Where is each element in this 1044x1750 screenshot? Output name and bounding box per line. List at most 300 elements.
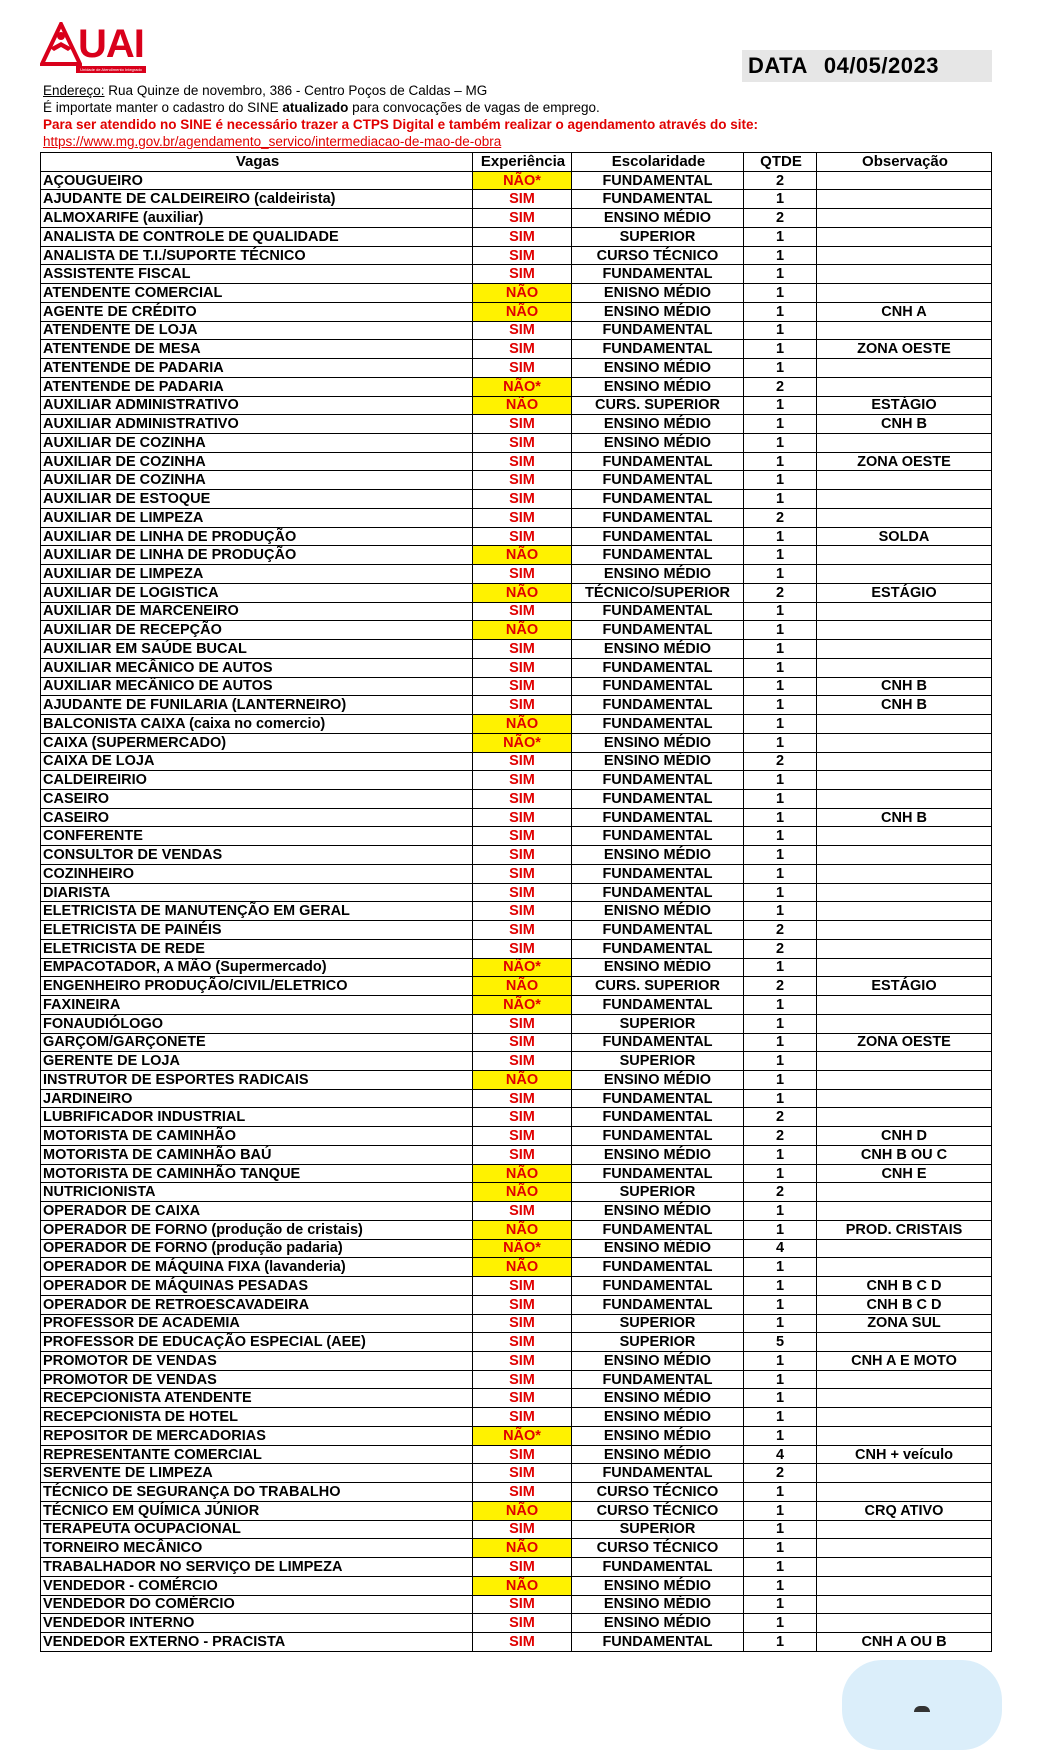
cell-qtde: 1 <box>744 658 817 677</box>
table-row <box>41 1370 992 1389</box>
cell-experiencia: NÃO <box>473 977 572 996</box>
cell-qtde: 2 <box>744 1183 817 1202</box>
cell-escolaridade: FUNDAMENTAL <box>572 827 744 846</box>
agendamento-link[interactable]: https://www.mg.gov.br/agendamento_servico/intermediacao-de-mao-de-obra <box>43 134 502 149</box>
cell-experiencia: NÃO* <box>473 996 572 1015</box>
cell-vaga: ANALISTA DE T.I./SUPORTE TÉCNICO <box>41 246 473 265</box>
cell-qtde: 1 <box>744 827 817 846</box>
cell-experiencia: SIM <box>473 190 572 209</box>
cell-experiencia: SIM <box>473 1595 572 1614</box>
cell-escolaridade: FUNDAMENTAL <box>572 1277 744 1296</box>
cell-observacao <box>817 565 992 584</box>
cell-qtde: 1 <box>744 396 817 415</box>
cell-observacao <box>817 1595 992 1614</box>
cell-experiencia: SIM <box>473 471 572 490</box>
cell-experiencia: SIM <box>473 939 572 958</box>
cell-escolaridade: FUNDAMENTAL <box>572 771 744 790</box>
cell-observacao <box>817 621 992 640</box>
cell-vaga: AJUDANTE DE FUNILARIA (LANTERNEIRO) <box>41 696 473 715</box>
cell-experiencia: NÃO <box>473 1220 572 1239</box>
cell-experiencia: NÃO* <box>473 1426 572 1445</box>
cell-qtde: 1 <box>744 864 817 883</box>
cell-qtde: 1 <box>744 1314 817 1333</box>
cell-observacao: CNH B <box>817 808 992 827</box>
cell-experiencia: SIM <box>473 696 572 715</box>
cell-vaga: REPRESENTANTE COMERCIAL <box>41 1445 473 1464</box>
cell-qtde: 1 <box>744 490 817 509</box>
cell-vaga: AUXILIAR DE COZINHA <box>41 471 473 490</box>
table-row <box>41 546 992 565</box>
cell-escolaridade: FUNDAMENTAL <box>572 452 744 471</box>
cell-experiencia: SIM <box>473 1389 572 1408</box>
cell-vaga: OPERADOR DE MÁQUINA FIXA (lavanderia) <box>41 1258 473 1277</box>
cell-qtde: 1 <box>744 1483 817 1502</box>
cell-escolaridade: ENSINO MÉDIO <box>572 752 744 771</box>
cell-observacao <box>817 958 992 977</box>
cell-escolaridade: FUNDAMENTAL <box>572 621 744 640</box>
cell-vaga: AUXILIAR MECÂNICO DE AUTOS <box>41 677 473 696</box>
table-row <box>41 171 992 190</box>
cell-qtde: 1 <box>744 602 817 621</box>
table-row <box>41 1352 992 1371</box>
cell-escolaridade: ENSINO MÉDIO <box>572 1145 744 1164</box>
cell-vaga: AJUDANTE DE CALDEIREIRO (caldeirista) <box>41 190 473 209</box>
cell-observacao <box>817 1464 992 1483</box>
table-row <box>41 696 992 715</box>
cell-vaga: CAIXA (SUPERMERCADO) <box>41 733 473 752</box>
logo-text: UAI <box>78 22 144 66</box>
cell-observacao: CNH B OU C <box>817 1145 992 1164</box>
cell-qtde: 1 <box>744 1370 817 1389</box>
cell-experiencia: SIM <box>473 1314 572 1333</box>
table-row <box>41 1408 992 1427</box>
cell-observacao <box>817 1258 992 1277</box>
cell-vaga: BALCONISTA CAIXA (caixa no comercio) <box>41 715 473 734</box>
cell-escolaridade: SUPERIOR <box>572 1333 744 1352</box>
cell-observacao: CNH B <box>817 415 992 434</box>
cell-vaga: PROMOTOR DE VENDAS <box>41 1370 473 1389</box>
address-label: Endereço: <box>43 83 105 98</box>
cell-experiencia: NÃO <box>473 1539 572 1558</box>
cell-vaga: ELETRICISTA DE REDE <box>41 939 473 958</box>
cell-vaga: AUXILIAR MECÂNICO DE AUTOS <box>41 658 473 677</box>
cell-experiencia: NÃO* <box>473 958 572 977</box>
cell-observacao: ESTÁGIO <box>817 977 992 996</box>
cell-experiencia: SIM <box>473 1633 572 1652</box>
cell-experiencia: SIM <box>473 864 572 883</box>
cell-vaga: FAXINEIRA <box>41 996 473 1015</box>
cell-observacao <box>817 190 992 209</box>
col-header-escolaridade: Escolaridade <box>572 153 744 172</box>
cell-vaga: RECEPCIONISTA DE HOTEL <box>41 1408 473 1427</box>
cell-qtde: 1 <box>744 789 817 808</box>
cell-qtde: 1 <box>744 1070 817 1089</box>
table-row <box>41 1501 992 1520</box>
cell-observacao <box>817 846 992 865</box>
notice-post: para convocações de vagas de emprego. <box>348 100 600 115</box>
table-row <box>41 715 992 734</box>
cell-observacao: ZONA OESTE <box>817 340 992 359</box>
table-row <box>41 733 992 752</box>
cell-qtde: 1 <box>744 733 817 752</box>
cell-qtde: 1 <box>744 771 817 790</box>
cell-vaga: AUXILIAR DE RECEPÇÃO <box>41 621 473 640</box>
table-row <box>41 1089 992 1108</box>
cell-escolaridade: FUNDAMENTAL <box>572 527 744 546</box>
cell-escolaridade: ENSINO MÉDIO <box>572 846 744 865</box>
cell-qtde: 2 <box>744 377 817 396</box>
table-row <box>41 415 992 434</box>
cell-observacao <box>817 883 992 902</box>
cell-observacao <box>817 1183 992 1202</box>
cell-experiencia: SIM <box>473 1295 572 1314</box>
cell-qtde: 1 <box>744 1202 817 1221</box>
cell-qtde: 1 <box>744 996 817 1015</box>
table-row <box>41 921 992 940</box>
table-row <box>41 583 992 602</box>
cell-escolaridade: FUNDAMENTAL <box>572 939 744 958</box>
table-row <box>41 883 992 902</box>
cell-experiencia: NÃO <box>473 302 572 321</box>
cell-observacao <box>817 771 992 790</box>
cell-escolaridade: FUNDAMENTAL <box>572 677 744 696</box>
table-row <box>41 1558 992 1577</box>
table-row <box>41 471 992 490</box>
table-row <box>41 1239 992 1258</box>
cell-experiencia: SIM <box>473 640 572 659</box>
cell-observacao: CRQ ATIVO <box>817 1501 992 1520</box>
cell-escolaridade: FUNDAMENTAL <box>572 883 744 902</box>
cell-escolaridade: ENSINO MÉDIO <box>572 1070 744 1089</box>
cell-experiencia: SIM <box>473 490 572 509</box>
table-row <box>41 1202 992 1221</box>
cell-experiencia: NÃO <box>473 1183 572 1202</box>
cell-observacao <box>817 1408 992 1427</box>
cell-escolaridade: ENSINO MÉDIO <box>572 209 744 228</box>
cell-observacao <box>817 1483 992 1502</box>
cell-vaga: OPERADOR DE MÁQUINAS PESADAS <box>41 1277 473 1296</box>
cell-escolaridade: ENSINO MÉDIO <box>572 1426 744 1445</box>
cell-qtde: 2 <box>744 921 817 940</box>
cell-escolaridade: FUNDAMENTAL <box>572 864 744 883</box>
cell-escolaridade: ENSINO MÉDIO <box>572 1614 744 1633</box>
uai-logo <box>40 22 145 78</box>
cell-experiencia: SIM <box>473 827 572 846</box>
table-row <box>41 1614 992 1633</box>
cell-qtde: 1 <box>744 246 817 265</box>
cell-qtde: 1 <box>744 958 817 977</box>
col-header-qtde: QTDE <box>744 153 817 172</box>
cell-qtde: 1 <box>744 808 817 827</box>
cell-qtde: 4 <box>744 1239 817 1258</box>
cell-experiencia: SIM <box>473 1014 572 1033</box>
cell-qtde: 1 <box>744 265 817 284</box>
cell-observacao <box>817 939 992 958</box>
cell-vaga: TÉCNICO EM QUÍMICA JÚNIOR <box>41 1501 473 1520</box>
cell-experiencia: SIM <box>473 1202 572 1221</box>
cell-experiencia: SIM <box>473 508 572 527</box>
vacancies-table <box>40 152 992 1652</box>
cell-qtde: 2 <box>744 1127 817 1146</box>
cell-experiencia: SIM <box>473 527 572 546</box>
cell-vaga: OPERADOR DE CAIXA <box>41 1202 473 1221</box>
cell-observacao <box>817 752 992 771</box>
cell-escolaridade: ENSINO MÉDIO <box>572 1576 744 1595</box>
cell-observacao <box>817 1539 992 1558</box>
cell-observacao <box>817 284 992 303</box>
cell-escolaridade: SUPERIOR <box>572 1314 744 1333</box>
cell-vaga: AUXILIAR DE LINHA DE PRODUÇÃO <box>41 546 473 565</box>
cell-qtde: 1 <box>744 621 817 640</box>
cell-vaga: LUBRIFICADOR INDUSTRIAL <box>41 1108 473 1127</box>
col-header-experiencia: Experiência <box>473 153 572 172</box>
cell-escolaridade: FUNDAMENTAL <box>572 1089 744 1108</box>
cell-escolaridade: CURSO TÉCNICO <box>572 246 744 265</box>
cell-qtde: 1 <box>744 452 817 471</box>
cell-qtde: 1 <box>744 227 817 246</box>
cell-vaga: TERAPEUTA OCUPACIONAL <box>41 1520 473 1539</box>
cell-qtde: 1 <box>744 565 817 584</box>
cell-qtde: 1 <box>744 1539 817 1558</box>
cell-escolaridade: FUNDAMENTAL <box>572 490 744 509</box>
cell-vaga: CONSULTOR DE VENDAS <box>41 846 473 865</box>
cell-vaga: INSTRUTOR DE ESPORTES RADICAIS <box>41 1070 473 1089</box>
cell-vaga: AUXILIAR ADMINISTRATIVO <box>41 396 473 415</box>
table-row <box>41 1014 992 1033</box>
cell-vaga: AUXILIAR EM SAÚDE BUCAL <box>41 640 473 659</box>
cell-vaga: VENDEDOR - COMÉRCIO <box>41 1576 473 1595</box>
cell-escolaridade: SUPERIOR <box>572 1183 744 1202</box>
cell-qtde: 1 <box>744 715 817 734</box>
cell-vaga: CASEIRO <box>41 808 473 827</box>
cell-experiencia: SIM <box>473 1558 572 1577</box>
cell-escolaridade: ENSINO MÉDIO <box>572 377 744 396</box>
cell-observacao: PROD. CRISTAIS <box>817 1220 992 1239</box>
table-row <box>41 939 992 958</box>
cell-escolaridade: FUNDAMENTAL <box>572 1220 744 1239</box>
fab-icon <box>914 1706 930 1712</box>
table-row <box>41 996 992 1015</box>
table-row <box>41 621 992 640</box>
cell-observacao: CNH + veículo <box>817 1445 992 1464</box>
ctps-notice: Para ser atendido no SINE é necessário trazer a CTPS Digital e também realizar o agendamento através do site: <box>43 117 758 132</box>
cell-escolaridade: ENSINO MÉDIO <box>572 434 744 453</box>
cell-escolaridade: FUNDAMENTAL <box>572 789 744 808</box>
cell-observacao <box>817 434 992 453</box>
cell-escolaridade: FUNDAMENTAL <box>572 1033 744 1052</box>
table-row <box>41 640 992 659</box>
cell-experiencia: SIM <box>473 1089 572 1108</box>
cell-escolaridade: CURS. SUPERIOR <box>572 977 744 996</box>
cell-experiencia: NÃO* <box>473 1239 572 1258</box>
cell-escolaridade: FUNDAMENTAL <box>572 996 744 1015</box>
cell-observacao <box>817 321 992 340</box>
cell-qtde: 1 <box>744 1558 817 1577</box>
cell-observacao <box>817 1202 992 1221</box>
cell-qtde: 5 <box>744 1333 817 1352</box>
cell-qtde: 1 <box>744 902 817 921</box>
cell-qtde: 2 <box>744 939 817 958</box>
table-row <box>41 490 992 509</box>
cell-observacao: ZONA OESTE <box>817 452 992 471</box>
cell-escolaridade: ENSINO MÉDIO <box>572 1239 744 1258</box>
cell-vaga: GERENTE DE LOJA <box>41 1052 473 1071</box>
cell-vaga: AÇOUGUEIRO <box>41 171 473 190</box>
cell-vaga: EMPACOTADOR, A MÃO (Supermercado) <box>41 958 473 977</box>
cell-escolaridade: ENSINO MÉDIO <box>572 733 744 752</box>
table-row <box>41 1595 992 1614</box>
cell-qtde: 1 <box>744 471 817 490</box>
cell-experiencia: NÃO <box>473 1501 572 1520</box>
cell-qtde: 1 <box>744 1258 817 1277</box>
cell-vaga: VENDEDOR DO COMÉRCIO <box>41 1595 473 1614</box>
cell-escolaridade: ENSINO MÉDIO <box>572 415 744 434</box>
cell-experiencia: SIM <box>473 359 572 378</box>
cell-escolaridade: CURSO TÉCNICO <box>572 1539 744 1558</box>
table-row <box>41 265 992 284</box>
cell-vaga: ALMOXARIFE (auxiliar) <box>41 209 473 228</box>
cell-experiencia: SIM <box>473 1145 572 1164</box>
cell-escolaridade: ENSINO MÉDIO <box>572 1445 744 1464</box>
cell-vaga: PROFESSOR DE ACADEMIA <box>41 1314 473 1333</box>
cell-vaga: PROFESSOR DE EDUCAÇÃO ESPECIAL (AEE) <box>41 1333 473 1352</box>
cell-escolaridade: FUNDAMENTAL <box>572 1633 744 1652</box>
table-row <box>41 752 992 771</box>
cell-experiencia: NÃO <box>473 1576 572 1595</box>
table-row <box>41 1520 992 1539</box>
cell-vaga: REPOSITOR DE MERCADORIAS <box>41 1426 473 1445</box>
cell-experiencia: SIM <box>473 265 572 284</box>
cell-vaga: DIARISTA <box>41 883 473 902</box>
cell-experiencia: SIM <box>473 1464 572 1483</box>
cell-qtde: 1 <box>744 883 817 902</box>
cell-qtde: 1 <box>744 846 817 865</box>
table-row <box>41 1258 992 1277</box>
cell-observacao <box>817 1333 992 1352</box>
cell-escolaridade: FUNDAMENTAL <box>572 808 744 827</box>
cell-vaga: VENDEDOR INTERNO <box>41 1614 473 1633</box>
cell-observacao: CNH E <box>817 1164 992 1183</box>
cell-experiencia: SIM <box>473 677 572 696</box>
cell-vaga: CONFERENTE <box>41 827 473 846</box>
table-row <box>41 359 992 378</box>
cell-experiencia: SIM <box>473 1127 572 1146</box>
table-row <box>41 1108 992 1127</box>
cell-escolaridade: FUNDAMENTAL <box>572 715 744 734</box>
cell-escolaridade: FUNDAMENTAL <box>572 321 744 340</box>
cell-observacao <box>817 490 992 509</box>
table-row <box>41 1052 992 1071</box>
cell-experiencia: SIM <box>473 415 572 434</box>
cell-qtde: 1 <box>744 1501 817 1520</box>
cell-observacao: CNH D <box>817 1127 992 1146</box>
cell-qtde: 1 <box>744 1089 817 1108</box>
cell-experiencia: SIM <box>473 1408 572 1427</box>
cell-observacao <box>817 1239 992 1258</box>
cell-vaga: VENDEDOR EXTERNO - PRACISTA <box>41 1633 473 1652</box>
cell-qtde: 1 <box>744 1145 817 1164</box>
cell-qtde: 1 <box>744 321 817 340</box>
date-label: DATA <box>748 53 808 78</box>
cell-observacao <box>817 640 992 659</box>
cell-vaga: OPERADOR DE FORNO (produção padaria) <box>41 1239 473 1258</box>
cell-escolaridade: FUNDAMENTAL <box>572 340 744 359</box>
cell-qtde: 1 <box>744 1426 817 1445</box>
cell-experiencia: SIM <box>473 1033 572 1052</box>
col-header-vagas: Vagas <box>41 153 473 172</box>
cell-escolaridade: FUNDAMENTAL <box>572 171 744 190</box>
cell-experiencia: SIM <box>473 752 572 771</box>
table-row <box>41 1314 992 1333</box>
cell-observacao: ZONA OESTE <box>817 1033 992 1052</box>
table-row <box>41 246 992 265</box>
cell-observacao <box>817 227 992 246</box>
table-row <box>41 658 992 677</box>
cell-qtde: 1 <box>744 1220 817 1239</box>
cell-observacao: CNH B C D <box>817 1277 992 1296</box>
cell-vaga: ANALISTA DE CONTROLE DE QUALIDADE <box>41 227 473 246</box>
cell-vaga: AUXILIAR DE LINHA DE PRODUÇÃO <box>41 527 473 546</box>
table-row <box>41 1576 992 1595</box>
date-box <box>742 50 992 82</box>
cell-vaga: ASSISTENTE FISCAL <box>41 265 473 284</box>
cell-escolaridade: ENSINO MÉDIO <box>572 565 744 584</box>
cell-qtde: 2 <box>744 977 817 996</box>
table-header-row <box>41 153 992 172</box>
table-row <box>41 1633 992 1652</box>
cell-escolaridade: ENSINO MÉDIO <box>572 640 744 659</box>
cell-observacao <box>817 902 992 921</box>
floating-action-button[interactable] <box>842 1660 1002 1750</box>
table-row <box>41 977 992 996</box>
table-row <box>41 1539 992 1558</box>
cell-escolaridade: FUNDAMENTAL <box>572 1258 744 1277</box>
cell-experiencia: SIM <box>473 1277 572 1296</box>
table-row <box>41 1183 992 1202</box>
logo-triangle-icon <box>40 22 82 68</box>
cell-experiencia: SIM <box>473 1370 572 1389</box>
cell-qtde: 1 <box>744 1614 817 1633</box>
cell-observacao <box>817 171 992 190</box>
cell-escolaridade: CURSO TÉCNICO <box>572 1483 744 1502</box>
cell-qtde: 1 <box>744 190 817 209</box>
cell-experiencia: SIM <box>473 565 572 584</box>
table-row <box>41 396 992 415</box>
cell-observacao <box>817 602 992 621</box>
col-header-observacao: Observação <box>817 153 992 172</box>
table-row <box>41 864 992 883</box>
cell-observacao: CNH B <box>817 696 992 715</box>
cell-observacao <box>817 996 992 1015</box>
table-row <box>41 1389 992 1408</box>
cell-escolaridade: FUNDAMENTAL <box>572 1464 744 1483</box>
cell-escolaridade: FUNDAMENTAL <box>572 1164 744 1183</box>
cell-vaga: AUXILIAR ADMINISTRATIVO <box>41 415 473 434</box>
cell-observacao <box>817 715 992 734</box>
table-row <box>41 602 992 621</box>
cell-vaga: TÉCNICO DE SEGURANÇA DO TRABALHO <box>41 1483 473 1502</box>
cell-escolaridade: ENSINO MÉDIO <box>572 1389 744 1408</box>
cell-observacao <box>817 733 992 752</box>
cell-qtde: 1 <box>744 1033 817 1052</box>
cell-escolaridade: FUNDAMENTAL <box>572 190 744 209</box>
cell-qtde: 2 <box>744 508 817 527</box>
cell-escolaridade: ENSINO MÉDIO <box>572 302 744 321</box>
cell-experiencia: SIM <box>473 452 572 471</box>
table-row <box>41 846 992 865</box>
cell-experiencia: SIM <box>473 340 572 359</box>
cell-experiencia: NÃO <box>473 715 572 734</box>
